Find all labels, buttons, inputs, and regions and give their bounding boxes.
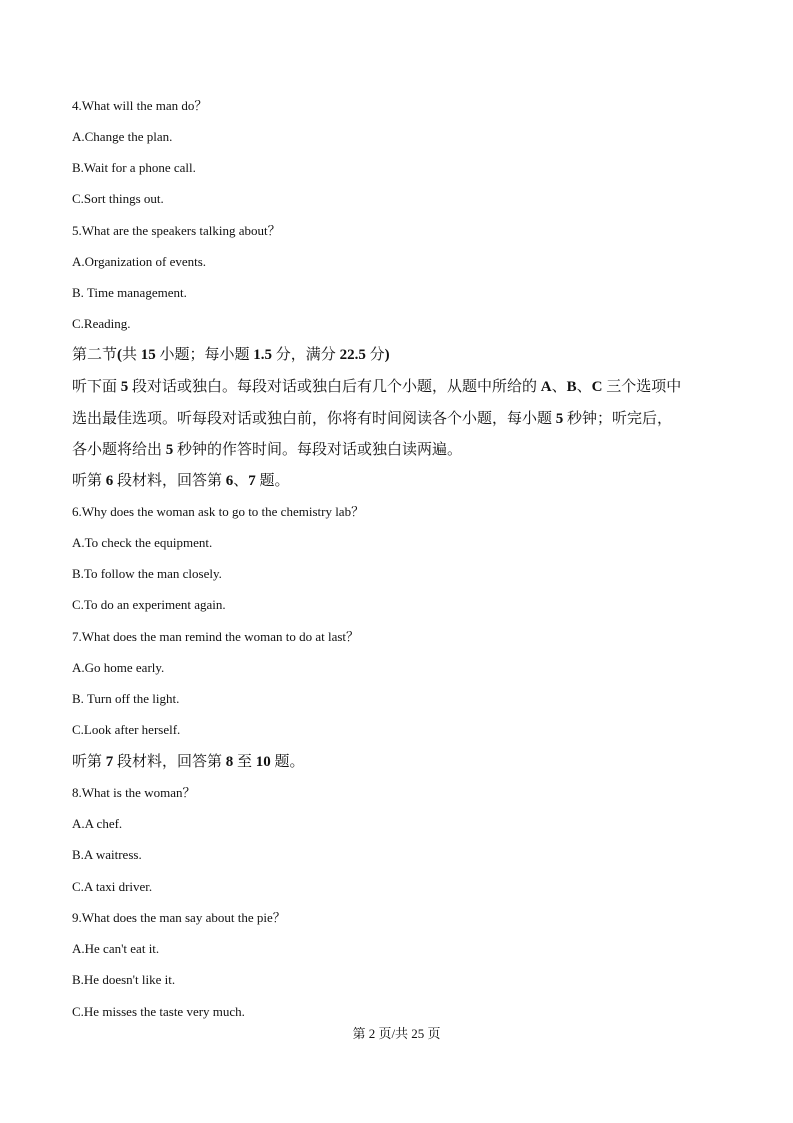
section-heading: 第二节(共 15 小题；每小题 1.5 分，满分 22.5 分)	[72, 347, 390, 363]
option-5c: C.Reading.	[72, 316, 131, 331]
option-6a: A.To check the equipment.	[72, 535, 213, 550]
instruction-line-1: 听下面 5 段对话或独白。每段对话或独白后有几个小题，从题中所给的 A、B、C 三个选项中	[72, 379, 682, 395]
question-4: 4.What will the man do？	[72, 98, 208, 113]
question-5: 5.What are the speakers talking about？	[72, 223, 281, 238]
option-9c: C.He misses the taste very much.	[72, 1004, 245, 1019]
option-8c: C.A taxi driver.	[72, 879, 153, 894]
option-4c: C.Sort things out.	[72, 191, 164, 206]
option-4a: A.Change the plan.	[72, 129, 173, 144]
option-5a: A.Organization of events.	[72, 254, 207, 269]
question-9: 9.What does the man say about the pie？	[72, 910, 286, 925]
question-8: 8.What is the woman？	[72, 785, 196, 800]
option-6c: C.To do an experiment again.	[72, 597, 226, 612]
option-4b: B.Wait for a phone call.	[72, 160, 196, 175]
option-7b: B. Turn off the light.	[72, 691, 180, 706]
option-8b: B.A waitress.	[72, 847, 142, 862]
option-7a: A.Go home early.	[72, 660, 165, 675]
option-9b: B.He doesn't like it.	[72, 972, 176, 987]
page-footer: 第 2 页/共 25 页	[352, 1026, 441, 1041]
option-6b: B.To follow the man closely.	[72, 566, 222, 581]
option-8a: A.A chef.	[72, 816, 123, 831]
question-7: 7.What does the man remind the woman to do at last？	[72, 629, 360, 644]
option-7c: C.Look after herself.	[72, 722, 181, 737]
part-7-heading: 听第 7 段材料，回答第 8 至 10 题。	[72, 754, 305, 770]
instruction-line-3: 各小题将给出 5 秒钟的作答时间。每段对话或独白读两遍。	[72, 442, 463, 458]
part-6-heading: 听第 6 段材料，回答第 6、7 题。	[72, 473, 290, 489]
instruction-line-2: 选出最佳选项。听每段对话或独白前，你将有时间阅读各个小题，每小题 5 秒钟；听完后，	[72, 411, 673, 427]
option-5b: B. Time management.	[72, 285, 187, 300]
option-9a: A.He can't eat it.	[72, 941, 160, 956]
question-6: 6.Why does the woman ask to go to the chemistry lab？	[72, 504, 365, 519]
